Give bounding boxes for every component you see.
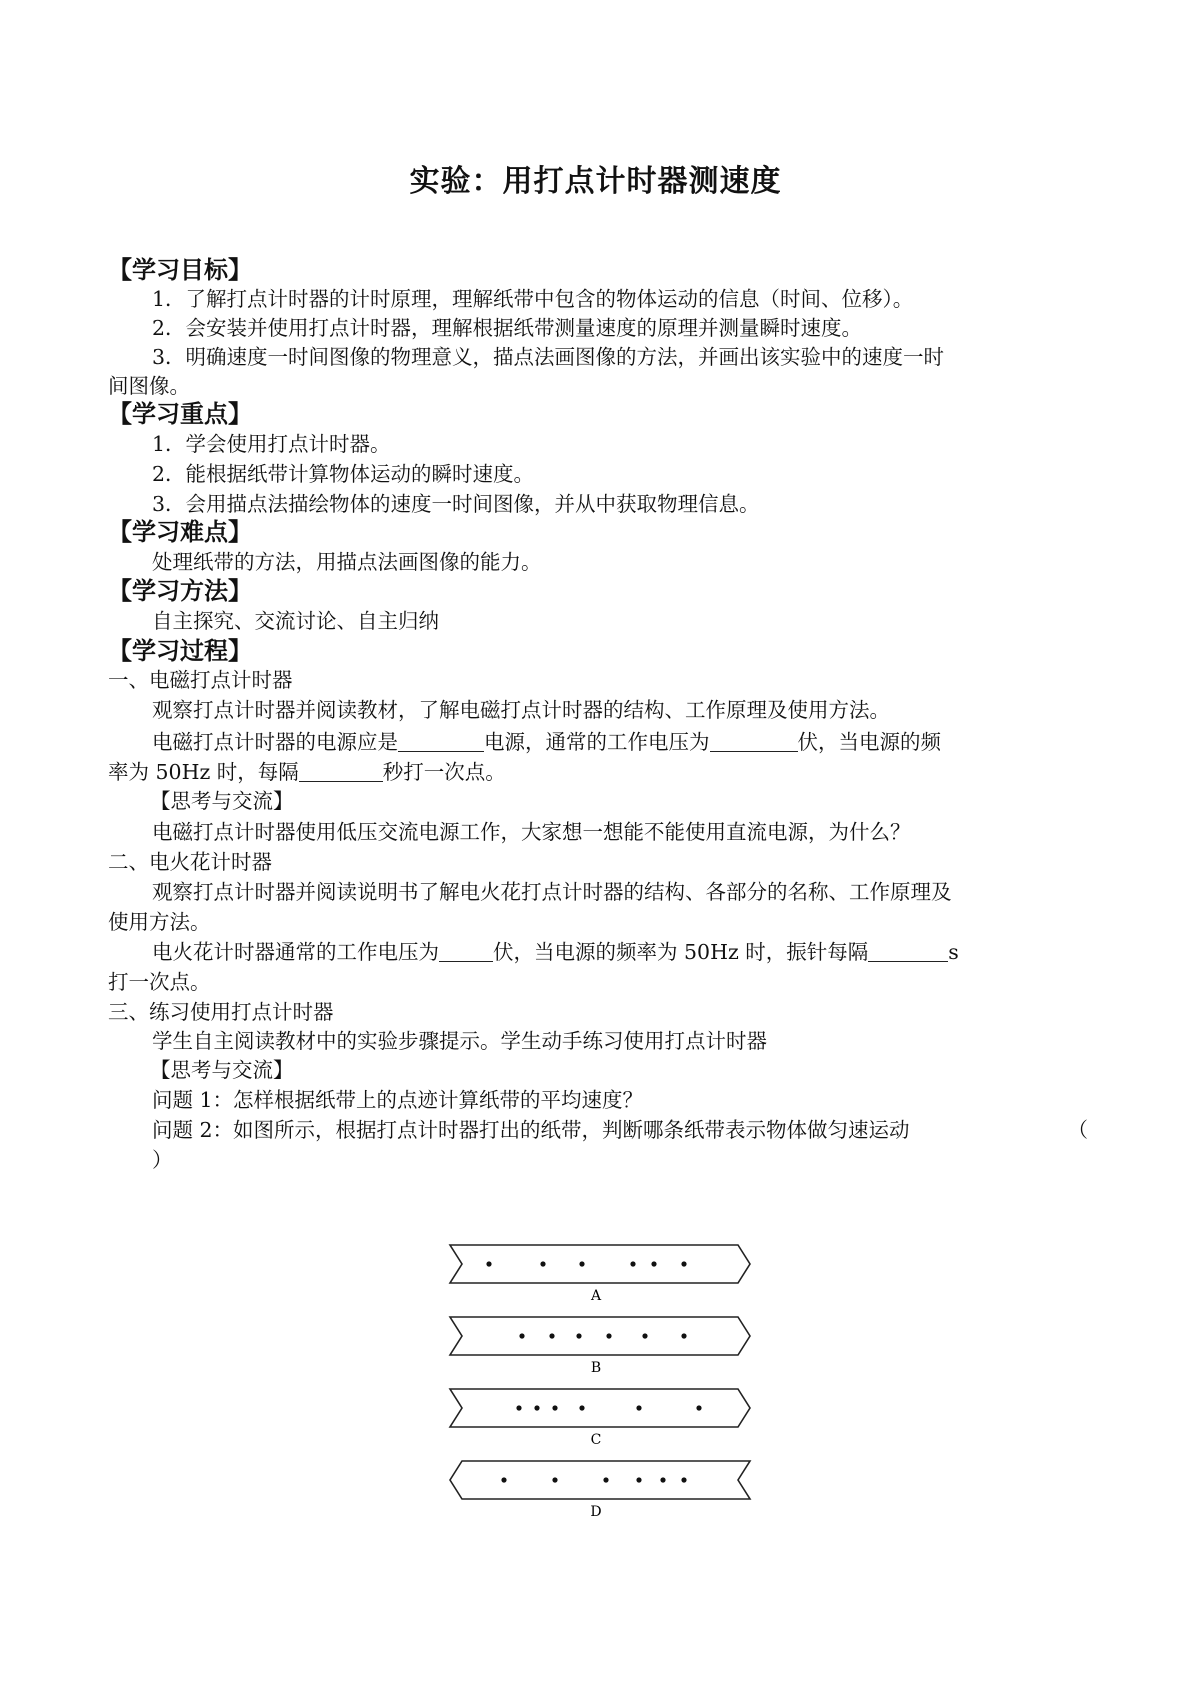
tape-dot xyxy=(642,1333,647,1338)
tape-dot xyxy=(696,1405,701,1410)
part1-fill-text: 秒打一次点。 xyxy=(382,760,506,784)
section-heading-process: 【学习过程】 xyxy=(108,636,252,665)
part2-fill-text: 伏，当电源的频率为 50Hz 时，振针每隔 xyxy=(493,940,869,964)
tape-dot xyxy=(576,1333,581,1338)
paper-tape-D xyxy=(450,1461,750,1520)
tape-dot xyxy=(552,1405,557,1410)
tape-dot xyxy=(486,1261,491,1266)
part1-question: 电磁打点计时器使用低压交流电源工作，大家想一想能不能使用直流电源，为什么？ xyxy=(152,820,911,844)
section-heading-difficulties: 【学习难点】 xyxy=(108,517,252,546)
key-point-item: 2．能根据纸带计算物体运动的瞬时速度。 xyxy=(152,462,535,486)
tape-label: D xyxy=(590,1504,602,1520)
tape-outline xyxy=(450,1245,750,1283)
paper-tape-C xyxy=(450,1389,750,1448)
answer-blank[interactable] xyxy=(398,731,484,752)
tape-outline xyxy=(450,1389,750,1427)
tape-dot xyxy=(579,1261,584,1266)
part1-fill-line xyxy=(152,728,1088,756)
key-point-item: 3．会用描点法描绘物体的速度一时间图像，并从中获取物理信息。 xyxy=(152,492,760,516)
part2-fill-text: 电火花计时器通常的工作电压为 xyxy=(152,940,439,964)
section-heading-key-points: 【学习重点】 xyxy=(108,399,252,428)
tape-dot xyxy=(579,1405,584,1410)
part1-fill-line-continued xyxy=(108,758,1088,786)
goal-item: 1．了解打点计时器的计时原理，理解纸带中包含的物体运动的信息（时间、位移）。 xyxy=(152,287,914,311)
part2-intro-continued: 使用方法。 xyxy=(108,910,211,934)
difficulties-text: 处理纸带的方法，用描点法画图像的能力。 xyxy=(152,550,542,574)
tape-dot xyxy=(606,1333,611,1338)
part2-intro: 观察打点计时器并阅读说明书了解电火花打点计时器的结构、各部分的名称、工作原理及 xyxy=(152,880,952,904)
part3-intro: 学生自主阅读教材中的实验步骤提示。学生动手练习使用打点计时器 xyxy=(152,1029,767,1053)
tape-dot xyxy=(660,1477,665,1482)
tape-dot xyxy=(636,1405,641,1410)
tape-dot xyxy=(636,1477,641,1482)
tape-dot xyxy=(501,1477,506,1482)
goal-item: 3．明确速度一时间图像的物理意义，描点法画图像的方法，并画出该实验中的速度一时 xyxy=(152,345,945,369)
paper-tape-diagram xyxy=(450,1245,760,1535)
answer-bracket-open: （ xyxy=(1067,1118,1088,1142)
part2-fill-text: s xyxy=(948,940,959,964)
answer-blank[interactable] xyxy=(710,731,798,752)
key-point-item: 1．学会使用打点计时器。 xyxy=(152,432,391,456)
part1-fill-text: 电源，通常的工作电压为 xyxy=(484,730,710,754)
question-2-text: 问题 2：如图所示，根据打点计时器打出的纸带，判断哪条纸带表示物体做匀速运动 xyxy=(152,1118,910,1142)
part1-title: 一、电磁打点计时器 xyxy=(108,668,293,692)
page-title: 实验：用打点计时器测速度 xyxy=(409,164,782,199)
part2-fill-line-continued: 打一次点。 xyxy=(108,970,211,994)
tape-dot xyxy=(549,1333,554,1338)
tape-dot xyxy=(519,1333,524,1338)
tape-dot xyxy=(681,1477,686,1482)
tape-outline xyxy=(450,1461,750,1499)
tape-dot xyxy=(681,1333,686,1338)
methods-text: 自主探究、交流讨论、自主归纳 xyxy=(152,609,439,633)
tape-label: C xyxy=(590,1432,602,1448)
discussion-label: 【思考与交流】 xyxy=(150,1058,294,1082)
part3-title: 三、练习使用打点计时器 xyxy=(108,1000,334,1024)
question-1: 问题 1：怎样根据纸带上的点迹计算纸带的平均速度？ xyxy=(152,1088,644,1112)
answer-bracket-close: ） xyxy=(152,1148,173,1172)
tape-outline xyxy=(450,1317,750,1355)
discussion-label: 【思考与交流】 xyxy=(150,789,294,813)
answer-blank[interactable] xyxy=(868,941,948,962)
tape-dot xyxy=(630,1261,635,1266)
part1-intro: 观察打点计时器并阅读教材，了解电磁打点计时器的结构、工作原理及使用方法。 xyxy=(152,698,890,722)
part2-fill-line xyxy=(152,938,1088,966)
goal-item-continued: 间图像。 xyxy=(108,374,190,398)
tape-dot xyxy=(552,1477,557,1482)
part1-fill-text: 伏，当电源的频 xyxy=(797,730,941,754)
part2-title: 二、电火花计时器 xyxy=(108,850,272,874)
tape-label: A xyxy=(590,1288,602,1304)
tape-dot xyxy=(651,1261,656,1266)
paper-tape-figure xyxy=(450,1245,760,1535)
paper-tape-A xyxy=(450,1245,750,1304)
tape-dot xyxy=(603,1477,608,1482)
tape-dot xyxy=(516,1405,521,1410)
tape-dot xyxy=(681,1261,686,1266)
answer-blank[interactable] xyxy=(299,761,383,782)
paper-tape-B xyxy=(450,1317,750,1376)
part1-fill-text: 电磁打点计时器的电源应是 xyxy=(152,730,398,754)
part1-fill-text: 率为 50Hz 时，每隔 xyxy=(108,760,299,784)
tape-label: B xyxy=(590,1360,602,1376)
goal-item: 2．会安装并使用打点计时器，理解根据纸带测量速度的原理并测量瞬时速度。 xyxy=(152,316,863,340)
tape-dot xyxy=(540,1261,545,1266)
answer-blank[interactable] xyxy=(439,941,493,962)
tape-dot xyxy=(534,1405,539,1410)
section-heading-goals: 【学习目标】 xyxy=(108,255,252,284)
question-2 xyxy=(152,1116,1088,1144)
section-heading-methods: 【学习方法】 xyxy=(108,576,252,605)
